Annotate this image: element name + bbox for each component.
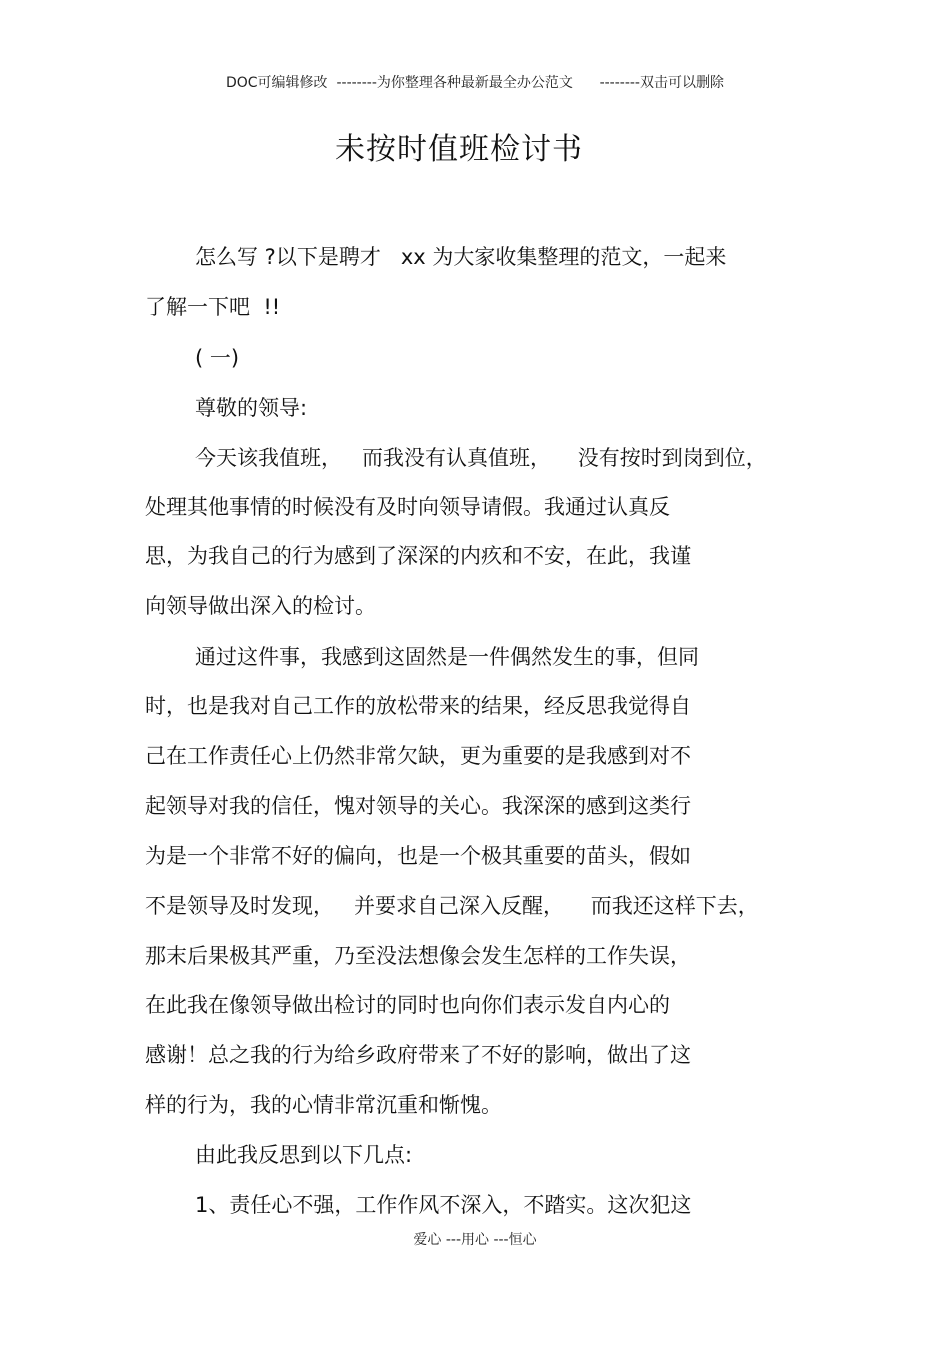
body-line: 怎么写 ?以下是聘才 xx 为大家收集整理的范文，一起来 (195, 245, 727, 269)
body-line: 处理其他事情的时候没有及时向领导请假。我通过认真反 (145, 495, 670, 519)
section-heading: ( 一) (195, 346, 240, 370)
body-line: 时，也是我对自己工作的放松带来的结果，经反思我觉得自 (145, 694, 691, 718)
body-line: 向领导做出深入的检讨。 (145, 594, 376, 618)
body-line: 由此我反思到以下几点: (195, 1143, 413, 1167)
body-line: 通过这件事，我感到这固然是一件偶然发生的事，但同 (195, 645, 699, 669)
list-item: 1、责任心不强，工作作风不深入，不踏实。这次犯这 (195, 1193, 692, 1217)
body-line: 样的行为，我的心情非常沉重和惭愧。 (145, 1093, 502, 1117)
body-line: 己在工作责任心上仍然非常欠缺，更为重要的是我感到对不 (145, 744, 691, 768)
page-footer: 爱心 ---用心 ---恒心 (413, 1232, 537, 1248)
body-line: 为是一个非常不好的偏向，也是一个极其重要的苗头，假如 (145, 844, 691, 868)
body-line: 了解一下吧 !! (145, 295, 281, 319)
body-line: 不是领导及时发现， 并要求自己深入反醒， 而我还这样下去， (145, 894, 759, 918)
body-line: 思，为我自己的行为感到了深深的内疚和不安，在此，我谨 (145, 544, 691, 568)
body-line: 在此我在像领导做出检讨的同时也向你们表示发自内心的 (145, 993, 670, 1017)
body-line: 感谢！总之我的行为给乡政府带来了不好的影响，做出了这 (145, 1043, 691, 1067)
body-line: 今天该我值班， 而我没有认真值班， 没有按时到岗到位， (195, 446, 767, 470)
body-line: 那末后果极其严重，乃至没法想像会发生怎样的工作失误， (145, 944, 691, 968)
salutation: 尊敬的领导: (195, 396, 308, 420)
body-line: 起领导对我的信任，愧对领导的关心。我深深的感到这类行 (145, 794, 691, 818)
page-header: DOC可编辑修改 --------为你整理各种最新最全办公范文 --------双击可以删除 (225, 75, 724, 91)
document-title: 未按时值班检讨书 (335, 132, 583, 167)
